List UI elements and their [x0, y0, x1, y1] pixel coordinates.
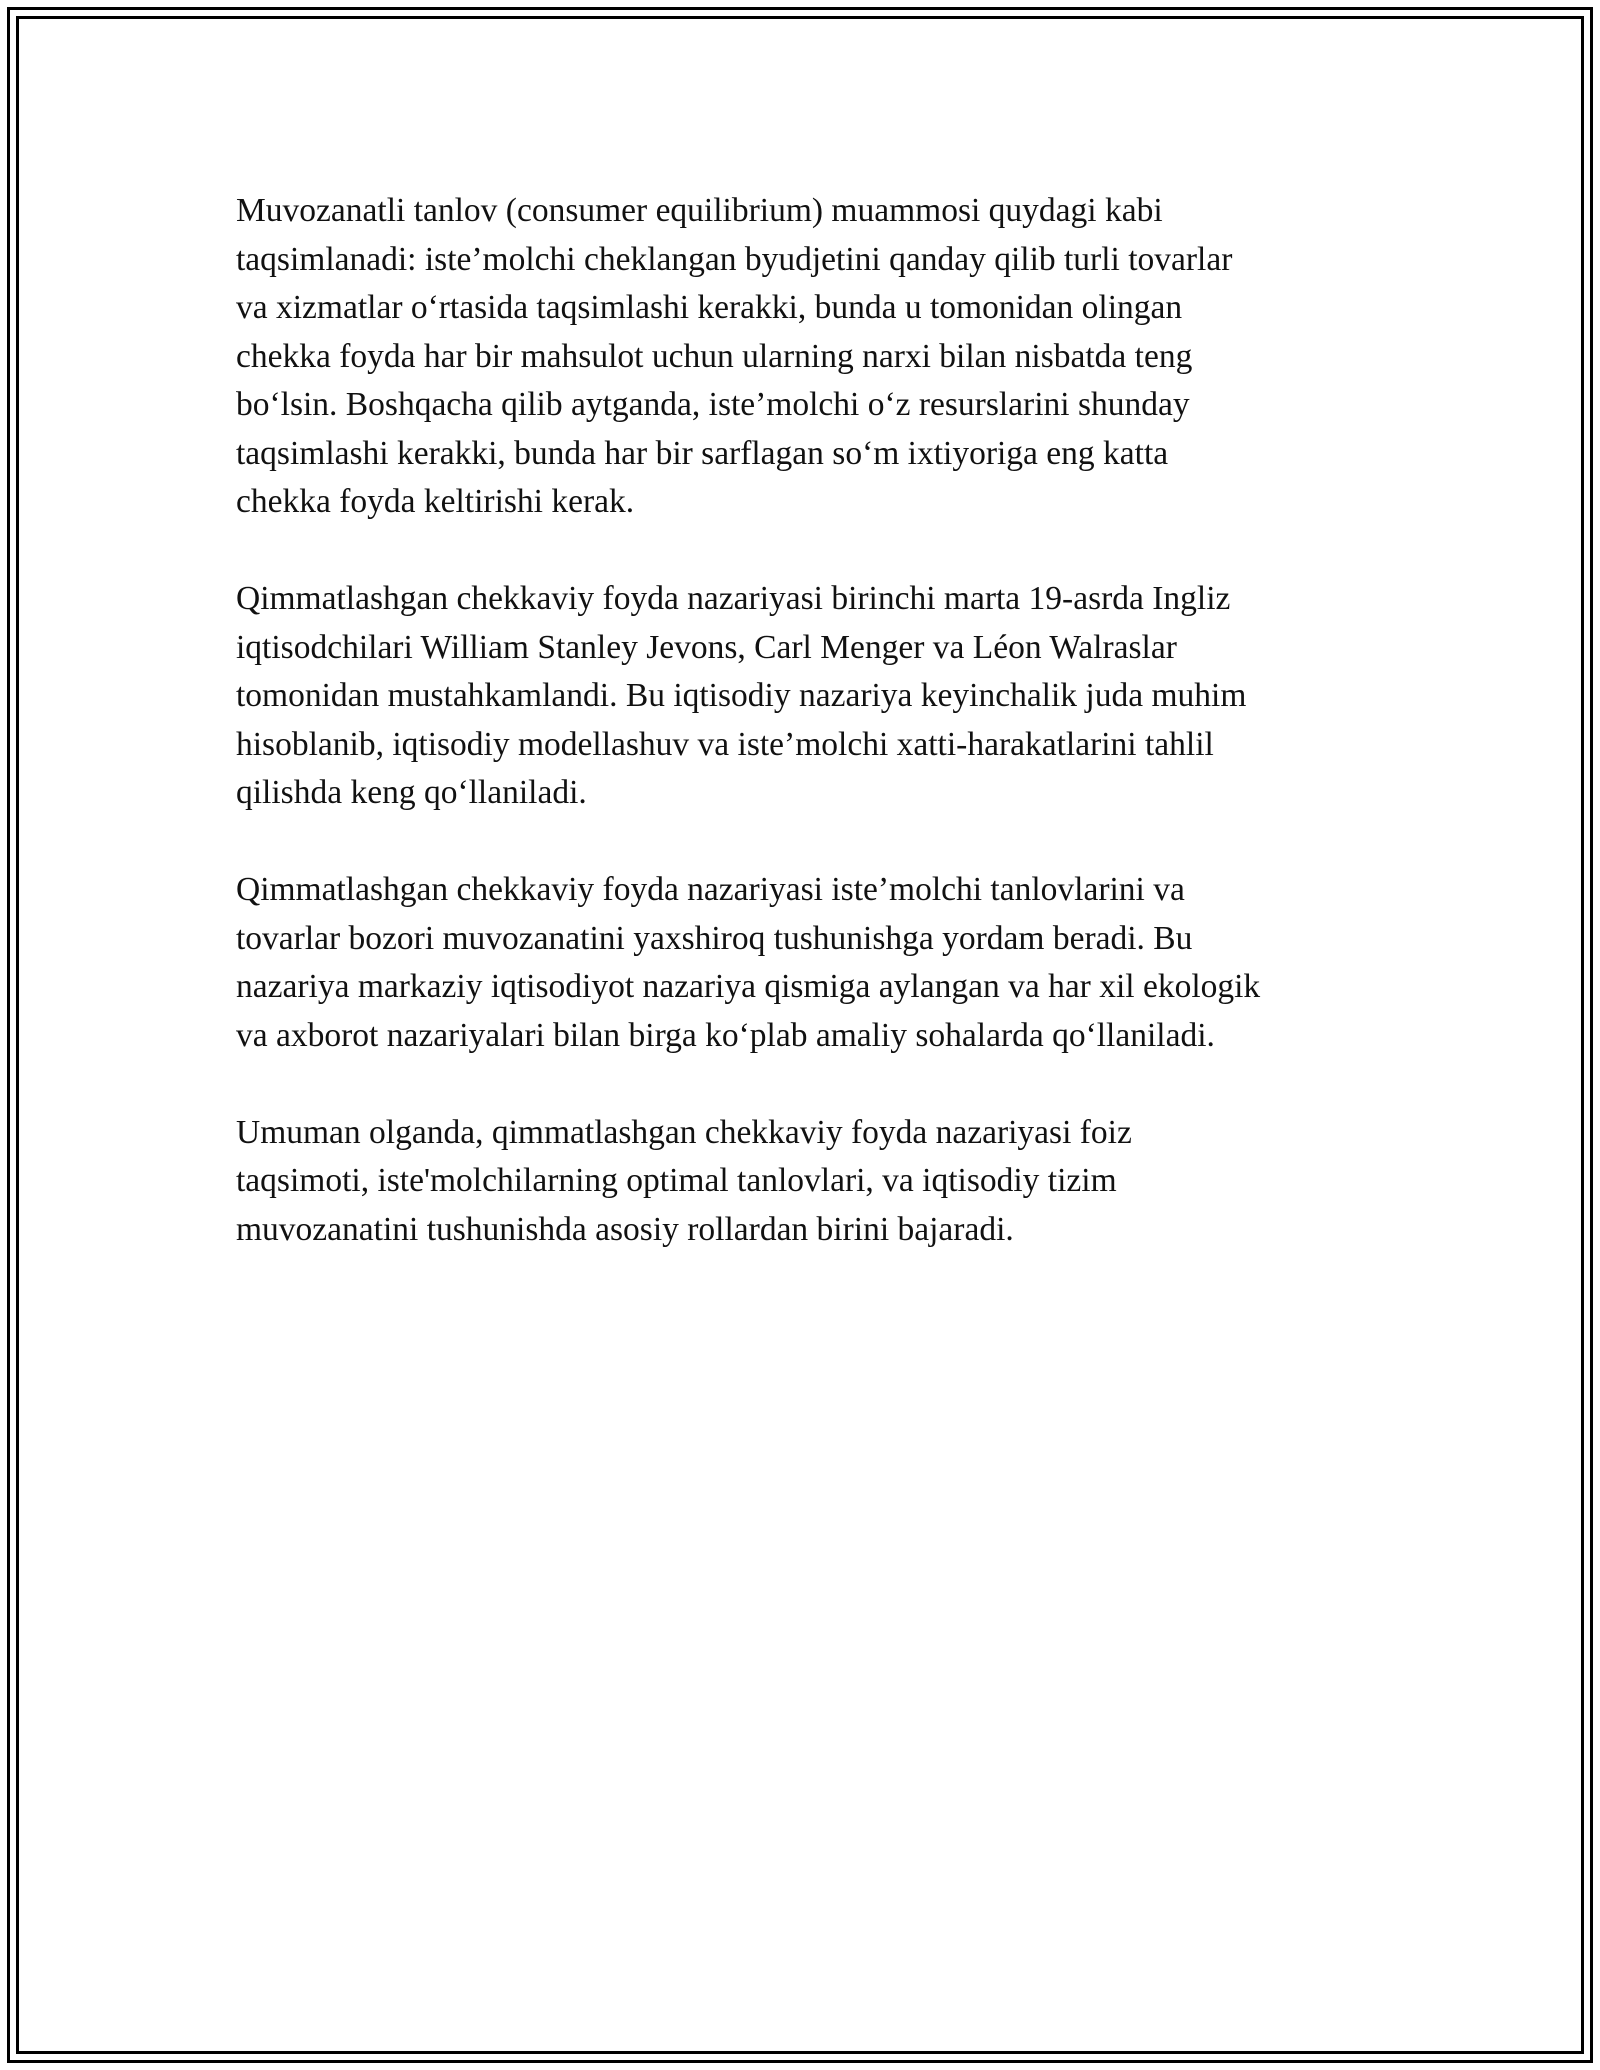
paragraph-conclusion: Umuman olganda, qimmatlashgan chekkaviy foyda nazariyasi foiz taqsimoti, iste'molchilarning optimal tanlovlari, va iqtisodiy tizim muvozanatini tushunishda asosiy rollardan birini bajaradi.	[236, 1113, 1132, 1248]
document-body	[236, 187, 1376, 1303]
paragraph-theory-history: Qimmatlashgan chekkaviy foyda nazariyasi birinchi marta 19-asrda Ingliz iqtisodchilari William Stanley Jevons, Carl Menger va Léon Walraslar tomonidan mustahkamlandi. Bu iqtisodiy nazariya keyinchalik juda muhim hisoblanib, iqtisodiy modellashuv va iste’molchi xatti-harakatlarini tahlil qilishda keng qoʻllaniladi.	[236, 580, 1247, 811]
paragraph-consumer-equilibrium: Muvozanatli tanlov (consumer equilibrium) muammosi quydagi kabi taqsimlanadi: iste’molchi cheklangan byudjetini qanday qilib turli tovarlar va xizmatlar oʻrtasida taqsimlashi kerakki, bunda u tomonidan olingan chekka foyda har bir mahsulot uchun ularning narxi bilan nisbatda teng boʻlsin. Boshqacha qilib aytganda, iste’molchi oʻz resurslarini shunday taqsimlashi kerakki, bunda har bir sarflagan soʻm ixtiyoriga eng katta chekka foyda keltirishi kerak.	[236, 192, 1233, 520]
paragraph-theory-applications: Qimmatlashgan chekkaviy foyda nazariyasi iste’molchi tanlovlarini va tovarlar bozori muvozanatini yaxshiroq tushunishga yordam beradi. Bu nazariya markaziy iqtisodiyot nazariya qismiga aylangan va har xil ekologik va axborot nazariyalari bilan birga koʻplab amaliy sohalarda qoʻllaniladi.	[236, 871, 1261, 1054]
